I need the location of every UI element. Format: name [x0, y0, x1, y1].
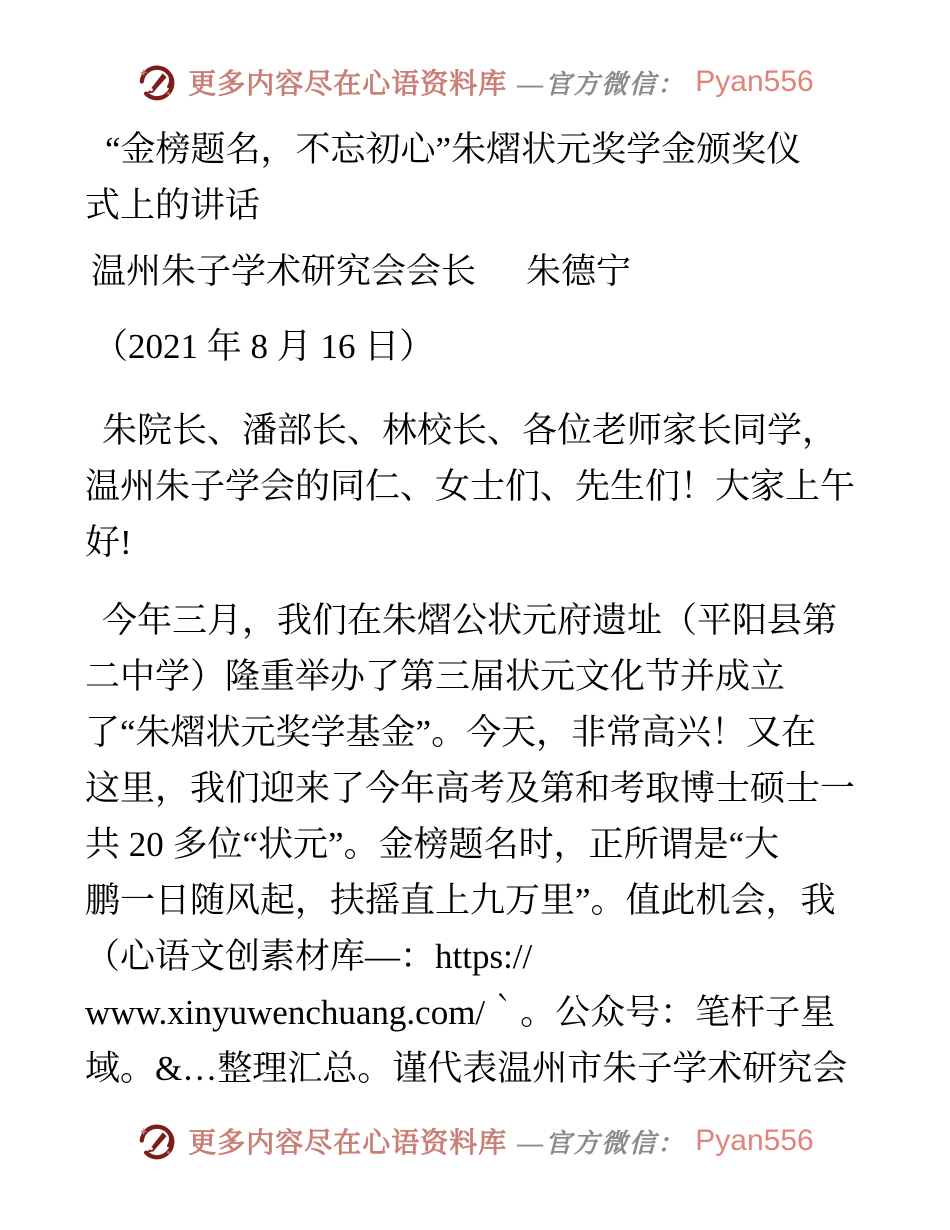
- watermark-wechat-id: Pyan556: [695, 65, 814, 98]
- document-title: [85, 122, 865, 234]
- text-line: 这里，我们迎来了今年高考及第和考取博士硕士一: [85, 769, 856, 808]
- text-line: 朱院长、潘部长、林校长、各位老师家长同学，: [102, 411, 838, 450]
- title-line: 式上的讲话: [85, 186, 261, 225]
- watermark-brand-text: 更多内容尽在心语资料库: [188, 1128, 508, 1159]
- paragraph: [85, 593, 865, 1097]
- author-name: 朱德宁: [526, 252, 632, 291]
- title-line: “金榜题名，不忘初心”朱熠状元奖学金颁奖仪: [105, 130, 802, 169]
- footer-watermark: [0, 1115, 950, 1167]
- date-line: （2021 年 8 月 16 日）: [93, 327, 435, 366]
- watermark-brand-text: 更多内容尽在心语资料库: [188, 69, 508, 100]
- text-line: 了“朱熠状元奖学基金”。今天，非常高兴！又在: [85, 713, 817, 752]
- watermark-wechat-label: —官方微信：: [517, 69, 686, 99]
- watermark-wechat-id: Pyan556: [695, 1124, 814, 1157]
- paragraphs-container: [85, 403, 865, 1097]
- text-line: （心语文创素材库—：https://: [85, 937, 533, 976]
- text-line: 温州朱子学会的同仁、女士们、先生们！大家上午: [85, 467, 856, 506]
- text-line: 好!: [85, 523, 132, 562]
- text-line: 域。&…整理汇总。谨代表温州市朱子学术研究会: [85, 1049, 848, 1088]
- author-line: [85, 244, 865, 300]
- document-body: [0, 122, 950, 1097]
- text-line: 鹏一日随风起，扶摇直上九万里”。值此机会，我: [85, 881, 836, 920]
- brand-pen-logo-icon: [136, 1119, 178, 1163]
- watermark-wechat-label: —官方微信：: [517, 1128, 686, 1158]
- header-watermark: [0, 56, 950, 108]
- brand-pen-logo-icon: [136, 60, 178, 104]
- text-line: www.xinyuwenchuang.com/｀。公众号：笔杆子星: [85, 993, 836, 1032]
- text-line: 今年三月，我们在朱熠公状元府遗址（平阳县第: [102, 601, 838, 640]
- paragraph: [85, 403, 865, 571]
- author-role: 温州朱子学术研究会会长: [91, 252, 477, 291]
- text-line: 共 20 多位“状元”。金榜题名时，正所谓是“大: [85, 825, 780, 864]
- text-line: 二中学）隆重举办了第三届状元文化节并成立: [85, 657, 786, 696]
